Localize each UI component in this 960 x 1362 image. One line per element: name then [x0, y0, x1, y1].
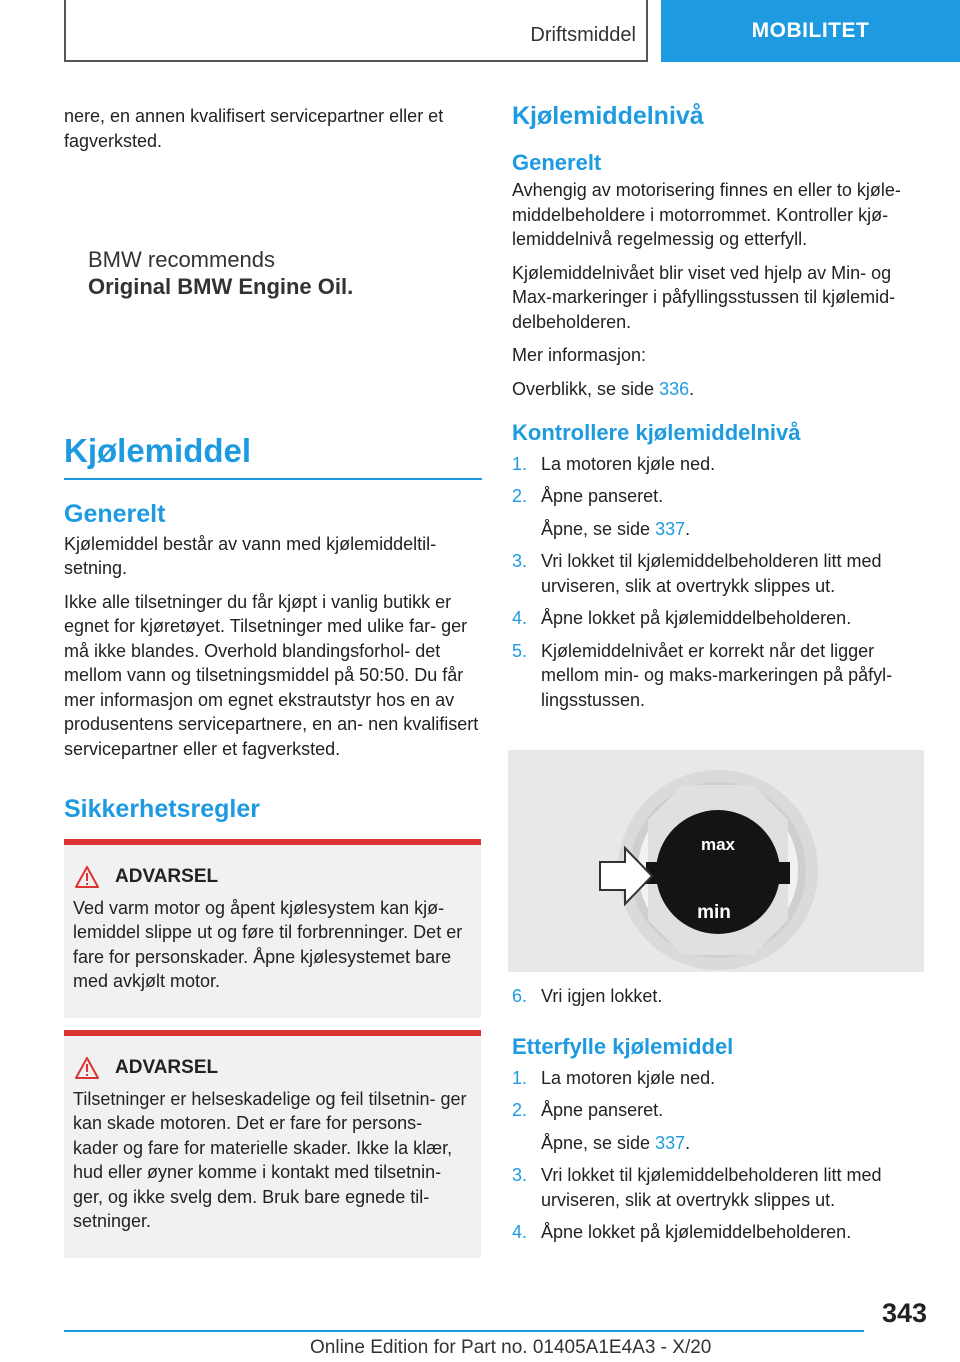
- page-link-337[interactable]: 337: [655, 518, 686, 539]
- step6-list: [512, 984, 924, 1009]
- more-info: Mer informasjon:: [512, 345, 647, 365]
- step-number: 3.: [512, 1165, 528, 1185]
- warning-triangle-icon: [75, 866, 99, 888]
- header-section-box: [64, 0, 648, 62]
- step-text: La motoren kjøle ned.: [541, 453, 716, 474]
- list-item: [512, 1220, 924, 1245]
- coolant-general-section: [64, 502, 482, 770]
- intro-paragraph: nere, en annen kvalifisert servicepartner eller et fagverksted.: [64, 106, 444, 151]
- warning-triangle-icon: [75, 1057, 99, 1079]
- coolant-title-block: [64, 432, 482, 480]
- overview-ref: [512, 377, 924, 402]
- coolant-level-section: [512, 104, 924, 720]
- promo-line-2: Original BMW Engine Oil.: [88, 274, 354, 299]
- list-item: [512, 1163, 924, 1212]
- step-number: 1.: [512, 453, 528, 474]
- coolant-p2: Ikke alle tilsetninger du får kjøpt i vanlig butikk er egnet for kjøretøyet. Tilsetninger med ulike far- ger må ikke blandes. Overhold blandingsforhol- det mellom vann og tilsetningsmiddel på 50:50. Du får mer informasjon om egnet ekstrautstyr hos en av produsentens servicepartnere, en an- nen kvalifisert servicepartner eller et fagverksted.: [64, 591, 479, 759]
- warning-title-1: [73, 865, 471, 890]
- subref-end: .: [685, 518, 691, 539]
- step-text: Åpne panseret.: [541, 1100, 664, 1120]
- step-text: Åpne lokket på kjølemiddelbeholderen.: [541, 608, 852, 628]
- step-text: Kjølemiddelnivået er korrekt når det ligger mellom min- og maks-markeringen på påfyl- lingsstussen.: [541, 640, 893, 710]
- coolant-cap-illustration: [508, 750, 924, 972]
- coolant-p1: Kjølemiddel består av vann med kjølemiddeltil- setning.: [64, 533, 437, 578]
- step-number: 4.: [512, 1222, 528, 1242]
- step-number: 4.: [512, 608, 528, 628]
- subref-text: Åpne, se side: [541, 518, 656, 539]
- list-item: [512, 1098, 924, 1155]
- warning-box-2: [64, 1030, 481, 1258]
- warning-text-1: Ved varm motor og åpent kjølesystem kan kjø- lemiddel slippe ut og føre til forbrenninger. Det er fare for personskader. Åpne kjølesystemet bare med avkjølt motor.: [73, 897, 463, 991]
- warning-box-1: [64, 839, 481, 1018]
- safety-heading: Sikkerhetsregler: [64, 795, 260, 823]
- step-text: Vri lokket til kjølemiddelbeholderen litt med urviseren, slik at overtrykk slippes ut.: [541, 551, 882, 596]
- list-item: [512, 484, 924, 541]
- page-number: 343: [881, 1298, 927, 1328]
- level-general-heading: Generelt: [512, 149, 602, 175]
- footer-edition: Online Edition for Part no. 01405A1E4A3 - X/20: [310, 1337, 712, 1358]
- refill-steps-list: [512, 1066, 924, 1245]
- step-number: 5.: [512, 640, 528, 661]
- check-steps-list: [512, 452, 924, 713]
- step-subref: [541, 517, 924, 542]
- section-title: Driftsmiddel: [530, 24, 636, 46]
- step-text: La motoren kjøle ned.: [541, 1067, 716, 1088]
- refill-heading: Etterfylle kjølemiddel: [512, 1034, 734, 1059]
- warning-label-2: ADVARSEL: [115, 1057, 219, 1078]
- step-number: 2.: [512, 486, 528, 506]
- footer-divider: [64, 1330, 864, 1332]
- step-number: 3.: [512, 551, 528, 571]
- step-text: Åpne panseret.: [541, 486, 664, 506]
- ref-text: Overblikk, se side: [512, 378, 660, 399]
- safety-section: [64, 797, 482, 827]
- list-item: [512, 452, 924, 477]
- step-text: Vri igjen lokket.: [541, 986, 663, 1006]
- refill-section: [512, 1035, 924, 1253]
- step-text: Vri lokket til kjølemiddelbeholderen litt med urviseren, slik at overtrykk slippes ut.: [541, 1165, 882, 1210]
- check-heading: Kontrollere kjølemiddelnivå: [512, 420, 801, 445]
- min-marking: min: [697, 902, 731, 923]
- warning-label-1: ADVARSEL: [115, 866, 219, 887]
- list-item: [512, 639, 924, 713]
- bmw-oil-promo: [88, 246, 353, 300]
- step-number: 6.: [512, 986, 528, 1006]
- list-item: [512, 1066, 924, 1091]
- level-p1: Avhengig av motorisering finnes en eller to kjøle- middelbeholdere i motorrommet. Kontroller kjø- lemiddelnivå regelmessig og etterfyll.: [512, 180, 901, 249]
- list-item: [512, 549, 924, 598]
- step6-block: [512, 984, 924, 1017]
- left-intro: [64, 104, 482, 162]
- warning-text-2: Tilsetninger er helseskadelige og feil tilsetnin- ger kan skade motoren. Det er fare for persons- kader og fare for materielle skader. Ikke la klær, hud eller øyner komme i kontakt med tilsetnin- ger, og ikke svelg dem. Bruk bare egnede til- setninger.: [73, 1088, 467, 1231]
- level-p2: Kjølemiddelnivået blir viset ved hjelp av Min- og Max-markeringer i påfyllingsstussen til kjølemid- delbeholderen.: [512, 262, 896, 332]
- coolant-title: Kjølemiddel: [64, 432, 252, 469]
- step-number: 2.: [512, 1100, 528, 1120]
- ref-end: .: [689, 378, 695, 399]
- max-marking: max: [700, 835, 736, 854]
- page-link-337[interactable]: 337: [655, 1132, 686, 1153]
- step-number: 1.: [512, 1067, 528, 1088]
- chapter-tab[interactable]: MOBILITET: [661, 0, 960, 62]
- promo-line-1: BMW recommends: [88, 247, 276, 272]
- general-heading: Generelt: [64, 500, 166, 528]
- subref-end: .: [685, 1132, 691, 1153]
- page-link-336[interactable]: 336: [659, 378, 690, 399]
- coolant-filler-image: [508, 750, 924, 972]
- list-item: [512, 606, 924, 631]
- step-text: Åpne lokket på kjølemiddelbeholderen.: [541, 1222, 852, 1242]
- coolant-level-title: Kjølemiddelnivå: [512, 102, 704, 130]
- subref-text: Åpne, se side: [541, 1132, 656, 1153]
- list-item: [512, 984, 924, 1009]
- warning-title-2: [73, 1056, 471, 1081]
- step-subref: [541, 1131, 924, 1156]
